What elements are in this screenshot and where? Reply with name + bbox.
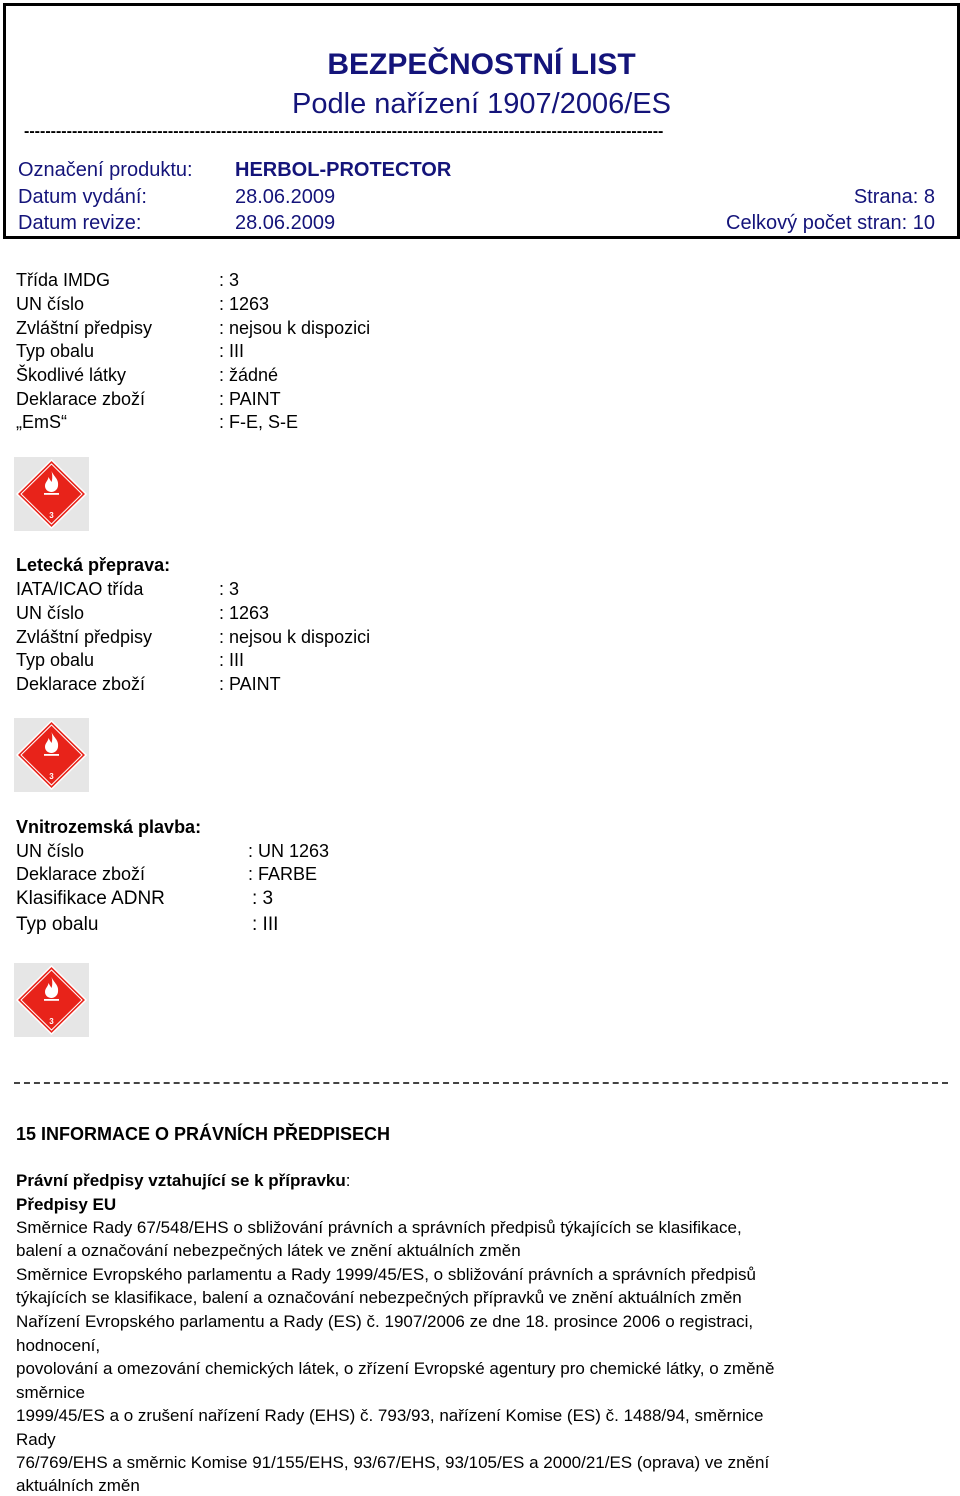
regulation-line: aktuálních změn [16, 1476, 140, 1495]
air-un-label: UN číslo [16, 603, 85, 623]
total-pages: Celkový počet stran: 10 [726, 212, 935, 234]
imdg-un-value: : 1263 [219, 294, 270, 314]
regulations-subheading-text: Právní předpisy vztahující se k přípravku [16, 1171, 346, 1190]
eu-regulations-heading: Předpisy EU [16, 1195, 117, 1214]
pictogram-class-number: 3 [49, 511, 54, 520]
air-packing-label: Typ obalu [16, 650, 95, 670]
inland-adnr-value: : 3 [252, 888, 274, 909]
imdg-class-value: : 3 [219, 270, 240, 290]
imdg-special-value: : nejsou k dispozici [219, 318, 371, 338]
document-header [3, 3, 960, 239]
air-goods-value: : PAINT [219, 674, 281, 694]
product-name: HERBOL-PROTECTOR [235, 159, 452, 181]
imdg-pollutant-label: Škodlivé látky [16, 365, 127, 385]
regulation-line: Směrnice Evropského parlamentu a Rady 1999/45/ES, o sbližování právních a správních předpisů [16, 1265, 756, 1284]
air-special-label: Zvláštní předpisy [16, 627, 153, 647]
imdg-class-label: Třída IMDG [16, 270, 111, 290]
air-class-value: : 3 [219, 579, 240, 599]
regulation-line: 76/769/EHS a směrnic Komise 91/155/EHS, 93/67/EHS, 93/105/ES a 2000/21/ES (oprava) ve znění [16, 1453, 770, 1472]
inland-packing-value: : III [252, 914, 279, 935]
air-class-label: IATA/ICAO třída [16, 579, 144, 599]
issue-date-value: 28.06.2009 [235, 186, 336, 208]
inland-un-value: : UN 1263 [248, 841, 330, 861]
inland-goods-label: Deklarace zboží [16, 864, 146, 884]
regulation-line: Nařízení Evropského parlamentu a Rady (ES) č. 1907/2006 ze dne 18. prosince 2006 o registraci, [16, 1312, 754, 1331]
page-number: Strana: 8 [853, 186, 935, 208]
air-special-value: : nejsou k dispozici [219, 627, 371, 647]
air-goods-label: Deklarace zboží [16, 674, 146, 694]
pictogram-class-number: 3 [49, 772, 54, 781]
flammable-liquid-pictogram [14, 963, 89, 1037]
section-divider [14, 1082, 948, 1084]
product-label: Označení produktu: [18, 159, 193, 181]
regulation-line: Směrnice Rady 67/548/EHS o sbližování právních a správních předpisů týkajících se klasifikace, [16, 1218, 742, 1237]
flame-hazard-icon [14, 718, 89, 792]
flame-hazard-icon [14, 963, 89, 1037]
flammable-liquid-pictogram [14, 457, 89, 531]
regulation-line: balení a označování nebezpečných látek ve znění aktuálních změn [16, 1241, 521, 1260]
document-subtitle: Podle nařízení 1907/2006/ES [292, 88, 671, 120]
imdg-packing-label: Typ obalu [16, 341, 95, 361]
air-un-value: : 1263 [219, 603, 270, 623]
revision-date-label: Datum revize: [18, 212, 142, 234]
regulation-line: Rady [16, 1430, 56, 1449]
regulation-line: hodnocení, [16, 1336, 101, 1355]
regulations-subheading-colon: : [345, 1171, 351, 1190]
flame-hazard-icon [14, 457, 89, 531]
regulation-line: 1999/45/ES a o zrušení nařízení Rady (EHS) č. 793/93, nařízení Komise (ES) č. 1488/94, směrnice [16, 1406, 764, 1425]
inland-packing-label: Typ obalu [16, 914, 99, 935]
imdg-un-label: UN číslo [16, 294, 85, 314]
imdg-special-label: Zvláštní předpisy [16, 318, 153, 338]
flammable-liquid-pictogram [14, 718, 89, 792]
inland-un-label: UN číslo [16, 841, 85, 861]
air-packing-value: : III [219, 650, 245, 670]
imdg-packing-value: : III [219, 341, 245, 361]
air-transport-title: Letecká přeprava: [16, 555, 171, 575]
pictogram-class-number: 3 [49, 1017, 54, 1026]
regulations-subheading [16, 1171, 350, 1191]
imdg-goods-label: Deklarace zboží [16, 389, 146, 409]
section-15-heading: 15 INFORMACE O PRÁVNÍCH PŘEDPISECH [16, 1124, 391, 1144]
regulation-line: povolování a omezování chemických látek, o zřízení Evropské agentury pro chemické látky, o změně [16, 1359, 775, 1378]
imdg-goods-value: : PAINT [219, 389, 281, 409]
document-title: BEZPEČNOSTNÍ LIST [327, 48, 636, 81]
inland-goods-value: : FARBE [248, 864, 318, 884]
regulation-line: směrnice [16, 1383, 85, 1402]
regulation-line: týkajících se klasifikace, balení a označování nebezpečných přípravků ve znění aktuálních změn [16, 1288, 742, 1307]
revision-date-value: 28.06.2009 [235, 212, 336, 234]
imdg-ems-value: : F-E, S-E [219, 412, 299, 432]
imdg-pollutant-value: : žádné [219, 365, 279, 385]
imdg-ems-label: „EmS“ [16, 412, 67, 432]
inland-waterway-title: Vnitrozemská plavba: [16, 817, 202, 837]
issue-date-label: Datum vydání: [18, 186, 147, 208]
inland-adnr-label: Klasifikace ADNR [16, 888, 165, 909]
header-divider: ------------------------------------------------------------------------------------------------------------------------ [24, 123, 664, 140]
